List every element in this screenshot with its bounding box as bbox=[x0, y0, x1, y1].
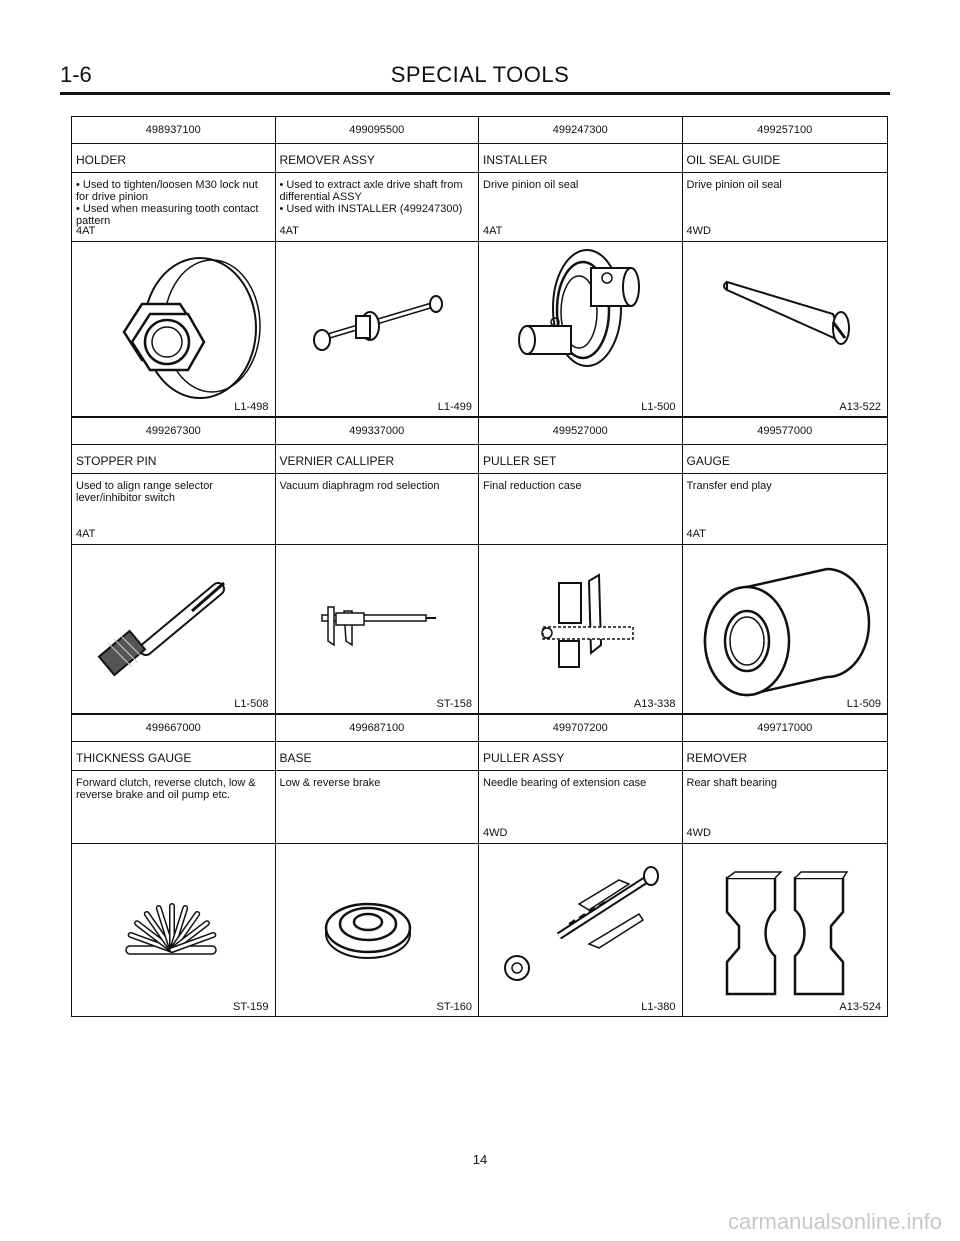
tool-description-cell bbox=[479, 771, 683, 843]
tool-illustration-cell bbox=[72, 545, 276, 713]
tool-name: STOPPER PIN bbox=[72, 445, 276, 473]
tool-number: 499707200 bbox=[479, 715, 683, 741]
tool-illustration-cell bbox=[683, 844, 888, 1016]
tool-illustration-cell bbox=[276, 545, 480, 713]
tool-name: GAUGE bbox=[686, 454, 730, 468]
tool-illustration-cell bbox=[72, 242, 276, 416]
figure-code: L1-509 bbox=[846, 698, 881, 710]
stopper-pin-icon bbox=[72, 545, 276, 713]
figure-code: L1-508 bbox=[234, 698, 269, 710]
tool-description-cell bbox=[683, 474, 888, 544]
tool-transmission: 4AT bbox=[279, 225, 299, 237]
tool-row-group bbox=[72, 713, 887, 1016]
tool-name: OIL SEAL GUIDE bbox=[686, 153, 781, 167]
tool-transmission: 4WD bbox=[686, 225, 711, 237]
tool-description: Drive pinion oil seal bbox=[483, 179, 579, 191]
tool-transmission: 4AT bbox=[483, 225, 503, 237]
tool-illustration-cell bbox=[683, 242, 888, 416]
page-title: SPECIAL TOOLS bbox=[390, 62, 570, 87]
figure-code: A13-524 bbox=[839, 1001, 881, 1013]
tool-description: • Used to extract axle drive shaft from differential ASSY • Used with INSTALLER (499247300) bbox=[279, 179, 463, 215]
tool-illustration-cell bbox=[72, 844, 276, 1016]
tool-description-cell bbox=[479, 173, 683, 241]
tool-description-cell bbox=[72, 771, 276, 843]
tool-name: VERNIER CALLIPER bbox=[276, 445, 480, 473]
tool-description: Rear shaft bearing bbox=[686, 777, 777, 789]
remover-icon bbox=[683, 844, 888, 1016]
tool-number: 499687100 bbox=[276, 715, 480, 741]
puller-set-icon bbox=[479, 545, 683, 713]
tool-description-cell bbox=[72, 173, 276, 241]
tool-transmission: 4WD bbox=[686, 827, 711, 839]
tool-transmission: 4AT bbox=[76, 225, 96, 237]
tool-description-cell bbox=[479, 474, 683, 544]
tool-illustration-cell bbox=[276, 242, 480, 416]
base-icon bbox=[276, 844, 480, 1016]
tool-description-cell bbox=[276, 474, 480, 544]
special-tools-table bbox=[71, 116, 888, 1017]
figure-code: ST-159 bbox=[233, 1001, 269, 1013]
tool-illustration-cell bbox=[479, 844, 683, 1016]
figure-code: ST-158 bbox=[436, 698, 472, 710]
section-number: 1-6 bbox=[60, 62, 92, 87]
tool-name: BASE bbox=[276, 742, 480, 770]
tool-name: PULLER ASSY bbox=[479, 742, 683, 770]
tool-row-group bbox=[72, 117, 887, 416]
oil-seal-guide-icon bbox=[683, 242, 888, 416]
figure-code: L1-380 bbox=[641, 1001, 676, 1013]
tool-description: Needle bearing of extension case bbox=[483, 777, 647, 789]
tool-name: HOLDER bbox=[72, 144, 276, 172]
tool-description-cell bbox=[683, 771, 888, 843]
tool-number: 499667000 bbox=[72, 715, 276, 741]
tool-number: 499257100 bbox=[757, 124, 813, 136]
remover-assy-icon bbox=[276, 242, 480, 416]
tool-number: 498937100 bbox=[72, 117, 276, 143]
thickness-gauge-icon bbox=[72, 844, 276, 1016]
tool-row-group bbox=[72, 416, 887, 713]
tool-description-cell bbox=[276, 173, 480, 241]
tool-name: REMOVER bbox=[686, 751, 748, 765]
tool-description: Transfer end play bbox=[686, 480, 772, 492]
tool-description: Final reduction case bbox=[483, 480, 582, 492]
page-number: 14 bbox=[472, 1152, 488, 1167]
watermark: carmanualsonline.info bbox=[727, 1209, 942, 1234]
tool-description: Drive pinion oil seal bbox=[686, 179, 782, 191]
tool-description: Used to align range selector lever/inhibitor switch bbox=[76, 480, 213, 504]
tool-transmission: 4WD bbox=[483, 827, 508, 839]
tool-illustration-cell bbox=[479, 545, 683, 713]
tool-number: 499267300 bbox=[72, 418, 276, 444]
tool-illustration-cell bbox=[276, 844, 480, 1016]
tool-name: INSTALLER bbox=[479, 144, 683, 172]
figure-code: ST-160 bbox=[436, 1001, 472, 1013]
figure-code: A13-338 bbox=[633, 698, 676, 710]
installer-icon bbox=[479, 242, 683, 416]
figure-code: L1-500 bbox=[641, 401, 676, 413]
tool-description-cell bbox=[276, 771, 480, 843]
tool-number: 499337000 bbox=[276, 418, 480, 444]
puller-assy-icon bbox=[479, 844, 683, 1016]
figure-code: L1-498 bbox=[234, 401, 269, 413]
tool-description: Vacuum diaphragm rod selection bbox=[279, 480, 440, 492]
tool-number: 499527000 bbox=[479, 418, 683, 444]
tool-description: Low & reverse brake bbox=[279, 777, 381, 789]
tool-name: THICKNESS GAUGE bbox=[72, 742, 276, 770]
tool-illustration-cell bbox=[479, 242, 683, 416]
figure-code: L1-499 bbox=[437, 401, 472, 413]
tool-name: PULLER SET bbox=[479, 445, 683, 473]
tool-name: REMOVER ASSY bbox=[276, 144, 480, 172]
tool-description: • Used to tighten/loosen M30 lock nut for drive pinion • Used when measuring tooth contact pattern bbox=[76, 179, 259, 227]
tool-illustration-cell bbox=[683, 545, 888, 713]
tool-description-cell bbox=[683, 173, 888, 241]
header-rule bbox=[60, 92, 890, 95]
vernier-calliper-icon bbox=[276, 545, 480, 713]
tool-transmission: 4AT bbox=[686, 528, 706, 540]
tool-number: 499717000 bbox=[757, 722, 813, 734]
tool-number: 499247300 bbox=[479, 117, 683, 143]
figure-code: A13-522 bbox=[839, 401, 881, 413]
tool-description-cell bbox=[72, 474, 276, 544]
tool-transmission: 4AT bbox=[76, 528, 96, 540]
holder-icon bbox=[72, 242, 276, 416]
tool-number: 499095500 bbox=[276, 117, 480, 143]
tool-number: 499577000 bbox=[757, 425, 813, 437]
tool-description: Forward clutch, reverse clutch, low & reverse brake and oil pump etc. bbox=[76, 777, 256, 801]
gauge-icon bbox=[683, 545, 888, 713]
